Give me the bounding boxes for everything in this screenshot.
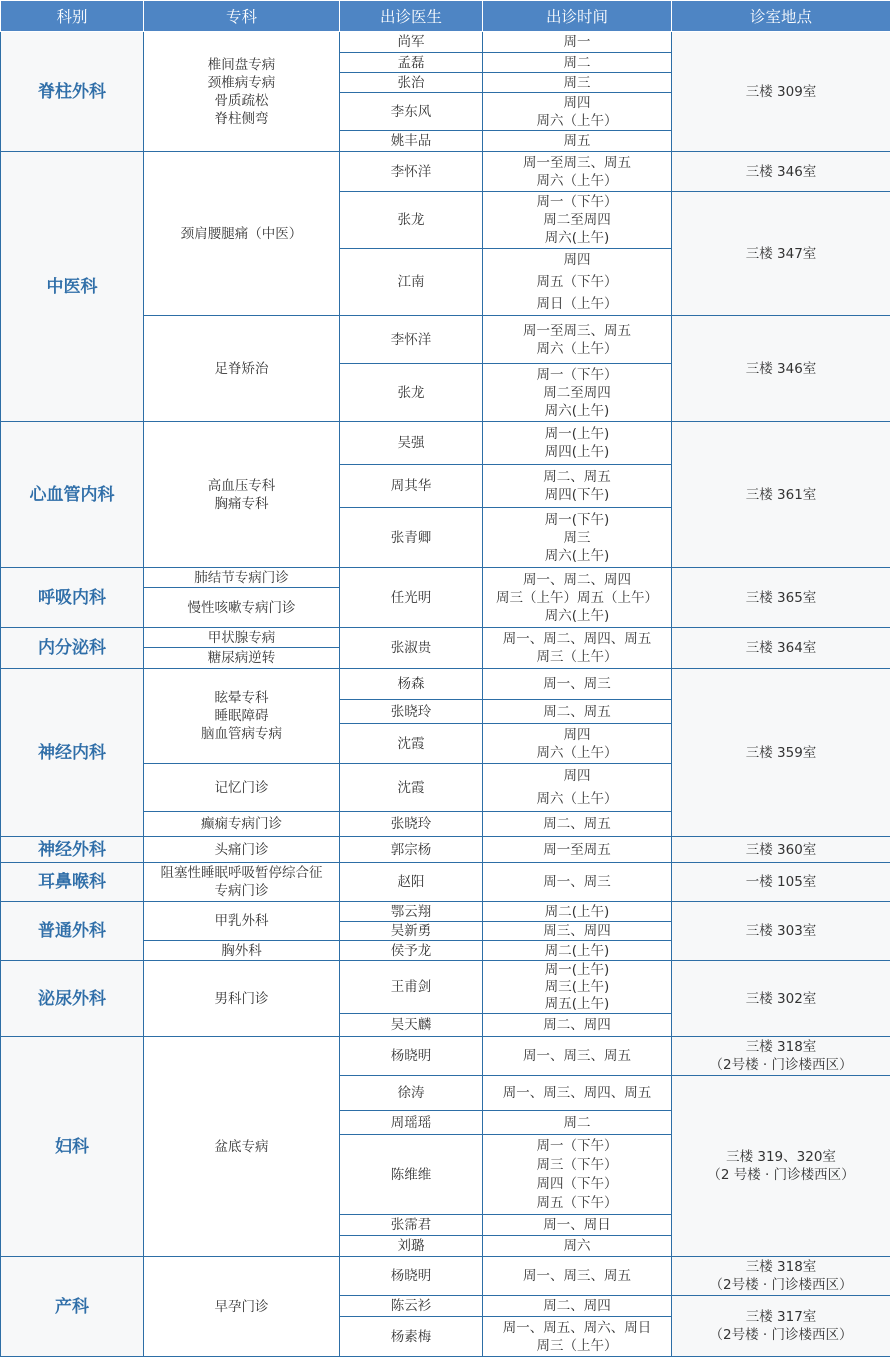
doctor-cell: 张晓玲	[340, 700, 483, 724]
doctor-cell: 陈维维	[340, 1135, 483, 1215]
time-cell: 周一(下午) 周三 周六(上午)	[483, 508, 672, 568]
time-cell: 周一（下午） 周二至周四 周六(上午)	[483, 364, 672, 422]
table-row	[1, 961, 890, 1014]
specialty-cell: 记忆门诊	[144, 764, 340, 812]
doctor-cell: 刘璐	[340, 1236, 483, 1257]
room-cell: 三楼 361室	[672, 422, 890, 568]
room-cell: 三楼 359室	[672, 669, 890, 837]
doctor-cell: 张治	[340, 73, 483, 93]
specialty-cell: 甲乳外科	[144, 902, 340, 941]
time-cell: 周一(上午) 周三(上午) 周五(上午)	[483, 961, 672, 1014]
time-cell: 周一至周三、周五 周六（上午）	[483, 316, 672, 364]
doctor-cell: 吴强	[340, 422, 483, 465]
time-cell: 周四 周六（上午）	[483, 724, 672, 764]
header-row	[1, 1, 890, 32]
specialty-cell: 早孕门诊	[144, 1257, 340, 1357]
room-cell: 三楼 302室	[672, 961, 890, 1037]
doctor-cell: 李怀洋	[340, 316, 483, 364]
time-cell: 周一、周二、周四 周三（上午）周五（上午） 周六(上午)	[483, 568, 672, 628]
doctor-cell: 杨晓明	[340, 1257, 483, 1296]
dept-cell: 耳鼻喉科	[1, 863, 144, 902]
doctor-cell: 张淑贵	[340, 628, 483, 669]
room-cell: 三楼 346室	[672, 316, 890, 422]
room-cell: 三楼 317室 （2号楼 · 门诊楼西区）	[672, 1296, 890, 1357]
dept-cell: 普通外科	[1, 902, 144, 961]
dept-cell: 呼吸内科	[1, 568, 144, 628]
specialty-cell: 眩晕专科 睡眠障碍 脑血管病专病	[144, 669, 340, 764]
doctor-cell: 王甫剑	[340, 961, 483, 1014]
time-cell: 周二	[483, 1111, 672, 1135]
dept-cell: 产科	[1, 1257, 144, 1357]
doctor-cell: 陈云衫	[340, 1296, 483, 1317]
dept-cell: 神经外科	[1, 837, 144, 863]
dept-cell: 妇科	[1, 1037, 144, 1257]
dept-cell: 脊柱外科	[1, 32, 144, 152]
dept-cell: 心血管内科	[1, 422, 144, 568]
table-row	[1, 628, 890, 648]
time-cell: 周一	[483, 32, 672, 53]
doctor-cell: 赵阳	[340, 863, 483, 902]
time-cell: 周一、周三	[483, 669, 672, 700]
time-cell: 周一至周三、周五 周六（上午）	[483, 152, 672, 192]
time-cell: 周三	[483, 73, 672, 93]
doctor-cell: 徐涛	[340, 1076, 483, 1111]
doctor-cell: 沈霞	[340, 724, 483, 764]
time-cell: 周一、周三、周四、周五	[483, 1076, 672, 1111]
header-dept: 科别	[1, 1, 144, 32]
room-cell: 三楼 365室	[672, 568, 890, 628]
room-cell: 三楼 364室	[672, 628, 890, 669]
dept-cell: 中医科	[1, 152, 144, 422]
specialty-cell: 男科门诊	[144, 961, 340, 1037]
table-row	[1, 152, 890, 192]
doctor-cell: 张龙	[340, 364, 483, 422]
time-cell: 周二、周四	[483, 1296, 672, 1317]
room-cell: 三楼 360室	[672, 837, 890, 863]
specialty-cell: 盆底专病	[144, 1037, 340, 1257]
doctor-cell: 郭宗杨	[340, 837, 483, 863]
dept-cell: 泌尿外科	[1, 961, 144, 1037]
time-cell: 周二(上午)	[483, 941, 672, 961]
doctor-cell: 周其华	[340, 465, 483, 508]
table-row	[1, 32, 890, 53]
time-cell: 周二(上午)	[483, 902, 672, 922]
doctor-cell: 江南	[340, 249, 483, 316]
time-cell: 周一(上午) 周四(上午)	[483, 422, 672, 465]
time-cell: 周三、周四	[483, 922, 672, 941]
doctor-cell: 杨森	[340, 669, 483, 700]
header-doctor: 出诊医生	[340, 1, 483, 32]
time-cell: 周二、周四	[483, 1014, 672, 1037]
specialty-cell: 阻塞性睡眠呼吸暂停综合征 专病门诊	[144, 863, 340, 902]
table-row	[1, 863, 890, 902]
dept-cell: 内分泌科	[1, 628, 144, 669]
time-cell: 周二、周五 周四(下午)	[483, 465, 672, 508]
room-cell: 三楼 309室	[672, 32, 890, 152]
specialty-cell: 胸外科	[144, 941, 340, 961]
room-cell: 三楼 319、320室 （2 号楼 · 门诊楼西区）	[672, 1076, 890, 1257]
doctor-cell: 吴新勇	[340, 922, 483, 941]
time-cell: 周一至周五	[483, 837, 672, 863]
doctor-cell: 任光明	[340, 568, 483, 628]
specialty-cell: 颈肩腰腿痛（中医）	[144, 152, 340, 316]
doctor-cell: 张霈君	[340, 1215, 483, 1236]
time-cell: 周四 周六（上午）	[483, 93, 672, 131]
time-cell: 周四 周五（下午） 周日（上午）	[483, 249, 672, 316]
room-cell: 三楼 318室 （2号楼 · 门诊楼西区）	[672, 1257, 890, 1296]
specialty-cell: 椎间盘专病 颈椎病专病 骨质疏松 脊柱侧弯	[144, 32, 340, 152]
room-cell: 三楼 346室	[672, 152, 890, 192]
time-cell: 周一（下午） 周三（下午） 周四（下午） 周五（下午）	[483, 1135, 672, 1215]
time-cell: 周二、周五	[483, 812, 672, 837]
doctor-cell: 吴天麟	[340, 1014, 483, 1037]
doctor-cell: 张晓玲	[340, 812, 483, 837]
table-row	[1, 669, 890, 700]
time-cell: 周二	[483, 53, 672, 73]
time-cell: 周二、周五	[483, 700, 672, 724]
table-row	[1, 837, 890, 863]
specialty-cell: 甲状腺专病	[144, 628, 340, 648]
doctor-cell: 杨素梅	[340, 1317, 483, 1357]
doctor-cell: 姚丰品	[340, 131, 483, 152]
doctor-cell: 张龙	[340, 192, 483, 249]
time-cell: 周一、周三	[483, 863, 672, 902]
time-cell: 周一、周二、周四、周五 周三（上午）	[483, 628, 672, 669]
specialty-cell: 肺结节专病门诊	[144, 568, 340, 588]
time-cell: 周四 周六（上午）	[483, 764, 672, 812]
table-row	[1, 568, 890, 588]
doctor-cell: 沈霞	[340, 764, 483, 812]
specialty-cell: 足脊矫治	[144, 316, 340, 422]
time-cell: 周一、周三、周五	[483, 1037, 672, 1076]
time-cell: 周一、周五、周六、周日 周三（上午）	[483, 1317, 672, 1357]
header-specialty: 专科	[144, 1, 340, 32]
doctor-cell: 侯予龙	[340, 941, 483, 961]
table-row	[1, 1257, 890, 1296]
doctor-cell: 杨晓明	[340, 1037, 483, 1076]
doctor-cell: 尚军	[340, 32, 483, 53]
header-room: 诊室地点	[672, 1, 890, 32]
time-cell: 周一、周三、周五	[483, 1257, 672, 1296]
specialty-cell: 头痛门诊	[144, 837, 340, 863]
doctor-cell: 孟磊	[340, 53, 483, 73]
doctor-cell: 鄂云翔	[340, 902, 483, 922]
table-row	[1, 422, 890, 465]
room-cell: 一楼 105室	[672, 863, 890, 902]
time-cell: 周六	[483, 1236, 672, 1257]
time-cell: 周一、周日	[483, 1215, 672, 1236]
room-cell: 三楼 318室 （2号楼 · 门诊楼西区）	[672, 1037, 890, 1076]
doctor-cell: 张青卿	[340, 508, 483, 568]
doctor-cell: 李怀洋	[340, 152, 483, 192]
dept-cell: 神经内科	[1, 669, 144, 837]
header-time: 出诊时间	[483, 1, 672, 32]
doctor-cell: 李东风	[340, 93, 483, 131]
room-cell: 三楼 347室	[672, 192, 890, 316]
time-cell: 周一（下午） 周二至周四 周六(上午)	[483, 192, 672, 249]
time-cell: 周五	[483, 131, 672, 152]
table-row	[1, 902, 890, 922]
table-row	[1, 1037, 890, 1076]
specialty-cell: 高血压专科 胸痛专科	[144, 422, 340, 568]
specialty-cell: 糖尿病逆转	[144, 648, 340, 669]
doctor-cell: 周瑶瑶	[340, 1111, 483, 1135]
specialty-cell: 癫痫专病门诊	[144, 812, 340, 837]
specialty-cell: 慢性咳嗽专病门诊	[144, 588, 340, 628]
room-cell: 三楼 303室	[672, 902, 890, 961]
